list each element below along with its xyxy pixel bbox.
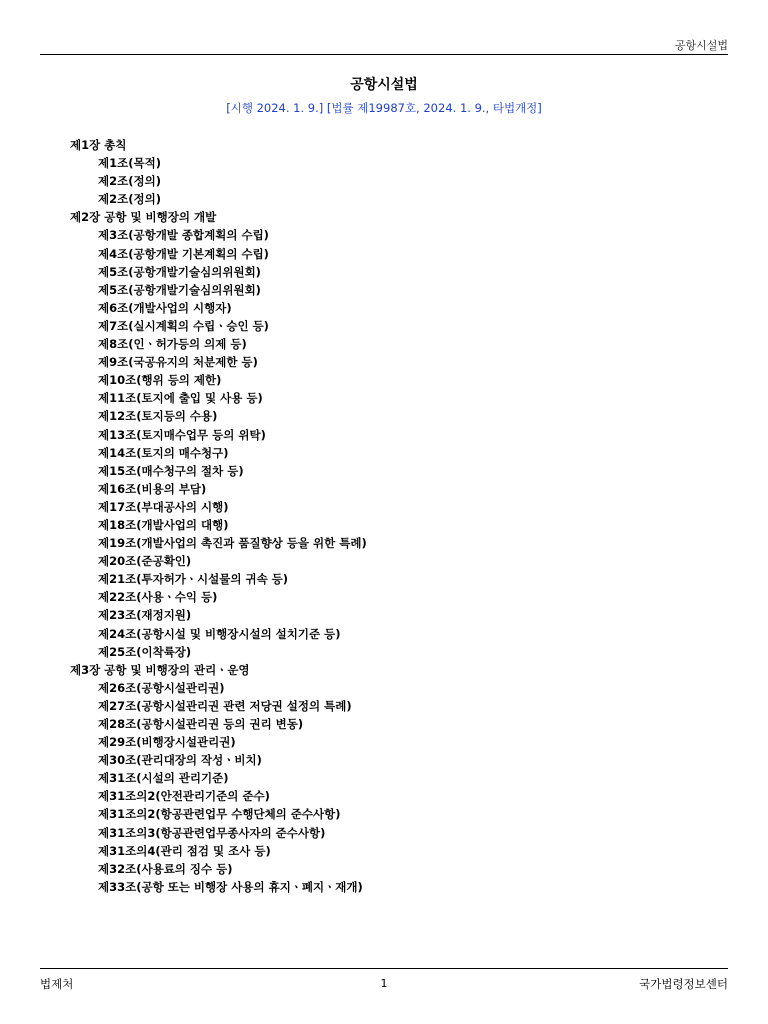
toc-article: 제1조(목적) bbox=[98, 156, 161, 171]
header-divider bbox=[40, 54, 728, 55]
toc-article: 제31조의2(안전관리기준의 준수) bbox=[98, 789, 270, 804]
toc-chapter: 제1장 총칙 bbox=[70, 138, 127, 152]
toc-article: 제21조(투자허가ㆍ시설물의 귀속 등) bbox=[98, 572, 289, 587]
toc-chapter: 제2장 공항 및 비행장의 개발 bbox=[70, 210, 217, 225]
toc-article: 제5조(공항개발기술심의위원회) bbox=[98, 264, 261, 279]
toc-article: 제32조(사용료의 징수 등) bbox=[98, 861, 233, 876]
document-title: 공항시설법 bbox=[350, 77, 418, 93]
toc-article: 제11조(토지에 출입 및 사용 등) bbox=[98, 391, 263, 406]
toc-article: 제2조(정의) bbox=[98, 174, 161, 189]
toc-article: 제18조(개발사업의 대행) bbox=[98, 517, 229, 532]
toc-article: 제3조(공항개발 종합계획의 수립) bbox=[98, 228, 269, 243]
toc-article: 제24조(공항시설 및 비행장시설의 설치기준 등) bbox=[98, 626, 341, 641]
footer-publisher: 법제처 bbox=[40, 977, 74, 991]
toc-article: 제19조(개발사업의 촉진과 품질향상 등을 위한 특례) bbox=[98, 536, 367, 551]
toc-article: 제33조(공항 또는 비행장 사용의 휴지ㆍ폐지ㆍ재개) bbox=[98, 879, 363, 894]
toc-article: 제7조(실시계획의 수립ㆍ승인 등) bbox=[98, 318, 269, 333]
toc-article: 제30조(관리대장의 작성ㆍ비치) bbox=[98, 753, 262, 768]
toc-article: 제20조(준공확인) bbox=[98, 554, 192, 569]
toc-article: 제6조(개발사업의 시행자) bbox=[98, 300, 232, 315]
toc-article: 제9조(국공유지의 처분제한 등) bbox=[98, 355, 258, 370]
toc-article: 제5조(공항개발기술심의위원회) bbox=[98, 282, 261, 297]
toc-article: 제23조(재정지원) bbox=[98, 608, 192, 623]
toc-article: 제8조(인ㆍ허가등의 의제 등) bbox=[98, 337, 247, 352]
toc-article: 제12조(토지등의 수용) bbox=[98, 409, 218, 424]
toc-article: 제31조의3(항공관련업무종사자의 준수사항) bbox=[98, 825, 326, 840]
document-subtitle: [시행 2024. 1. 9.] [법률 제19987호, 2024. 1. 9., 타법개정] bbox=[226, 101, 542, 115]
table-of-contents bbox=[70, 136, 710, 896]
toc-article: 제31조(시설의 관리기준) bbox=[98, 771, 229, 786]
toc-article: 제26조(공항시설관리권) bbox=[98, 680, 225, 695]
toc-article: 제4조(공항개발 기본계획의 수립) bbox=[98, 246, 269, 261]
toc-article: 제14조(토지의 매수청구) bbox=[98, 445, 229, 460]
running-header-title: 공항시설법 bbox=[674, 39, 728, 52]
footer-source: 국가법령정보센터 bbox=[639, 977, 728, 991]
toc-article: 제27조(공항시설관리권 관련 저당권 설정의 특례) bbox=[98, 698, 352, 713]
toc-article: 제17조(부대공사의 시행) bbox=[98, 499, 229, 514]
toc-article: 제13조(토지매수업무 등의 위탁) bbox=[98, 427, 266, 442]
toc-article: 제29조(비행장시설관리권) bbox=[98, 735, 236, 750]
toc-article: 제28조(공항시설관리권 등의 권리 변동) bbox=[98, 717, 304, 731]
toc-article: 제16조(비용의 부담) bbox=[98, 481, 207, 496]
toc-article: 제10조(행위 등의 제한) bbox=[98, 373, 222, 388]
toc-article: 제2조(정의) bbox=[98, 192, 161, 207]
footer-divider bbox=[40, 968, 728, 969]
toc-chapter: 제3장 공항 및 비행장의 관리ㆍ운영 bbox=[70, 662, 250, 677]
page-number: 1 bbox=[380, 977, 388, 990]
toc-article: 제15조(매수청구의 절차 등) bbox=[98, 463, 244, 478]
toc-article: 제31조의4(관리 점검 및 조사 등) bbox=[98, 843, 271, 858]
toc-article: 제31조의2(항공관련업무 수행단체의 준수사항) bbox=[98, 807, 341, 822]
toc-article: 제22조(사용ㆍ수익 등) bbox=[98, 590, 218, 605]
toc-article: 제25조(이착륙장) bbox=[98, 644, 192, 659]
